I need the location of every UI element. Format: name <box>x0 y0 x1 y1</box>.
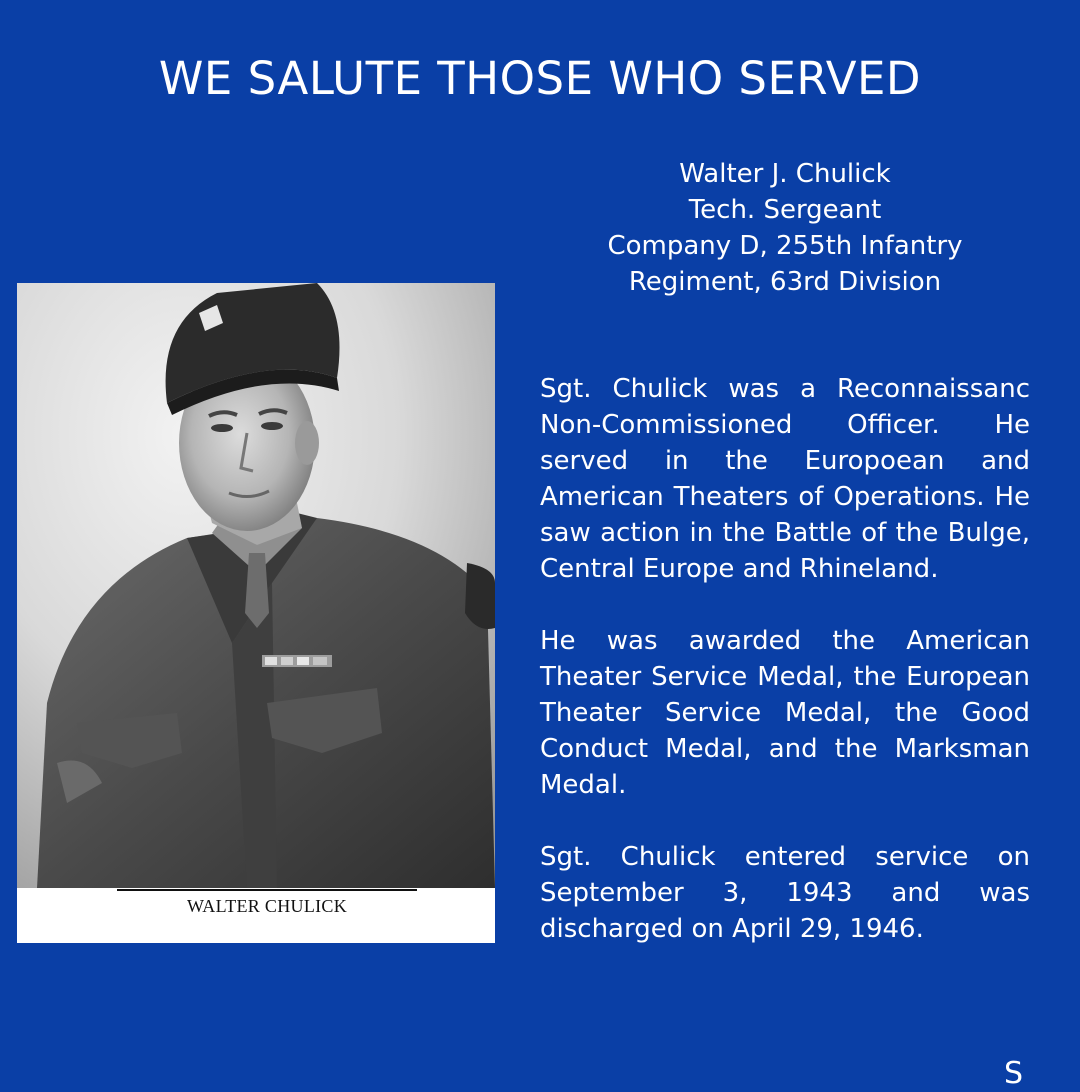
soldier-rank: Tech. Sergeant <box>688 195 882 225</box>
page-headline: WE SALUTE THOSE WHO SERVED <box>158 52 922 105</box>
soldier-unit-line-2: Regiment, 63rd Division <box>628 267 942 297</box>
soldier-unit-line-1: Company D, 255th Infantry <box>607 231 963 261</box>
cut-off-text-fragment: S <box>1004 1056 1024 1091</box>
biography-paragraph-1: Sgt. Chulick was a Reconnaissanc Non-Commissioned Officer. He served in the Europoean and American Theaters of Operations. He saw action in the Battle of the Bulge, Central Europe and Rhineland. <box>540 374 1030 584</box>
photo-caption: WALTER CHULICK <box>117 889 417 927</box>
biography-paragraph-3: Sgt. Chulick entered service on September 3, 1943 and was discharged on April 29, 1946. <box>540 842 1030 944</box>
soldier-identity <box>540 156 1030 300</box>
portrait-card <box>17 283 495 943</box>
soldier-name: Walter J. Chulick <box>679 159 891 189</box>
biography <box>540 371 1030 983</box>
soldier-portrait-photo <box>17 283 495 888</box>
biography-paragraph-2: He was awarded the American Theater Service Medal, the European Theater Service Medal, the Good Conduct Medal, and the Marksman Medal. <box>540 626 1030 800</box>
